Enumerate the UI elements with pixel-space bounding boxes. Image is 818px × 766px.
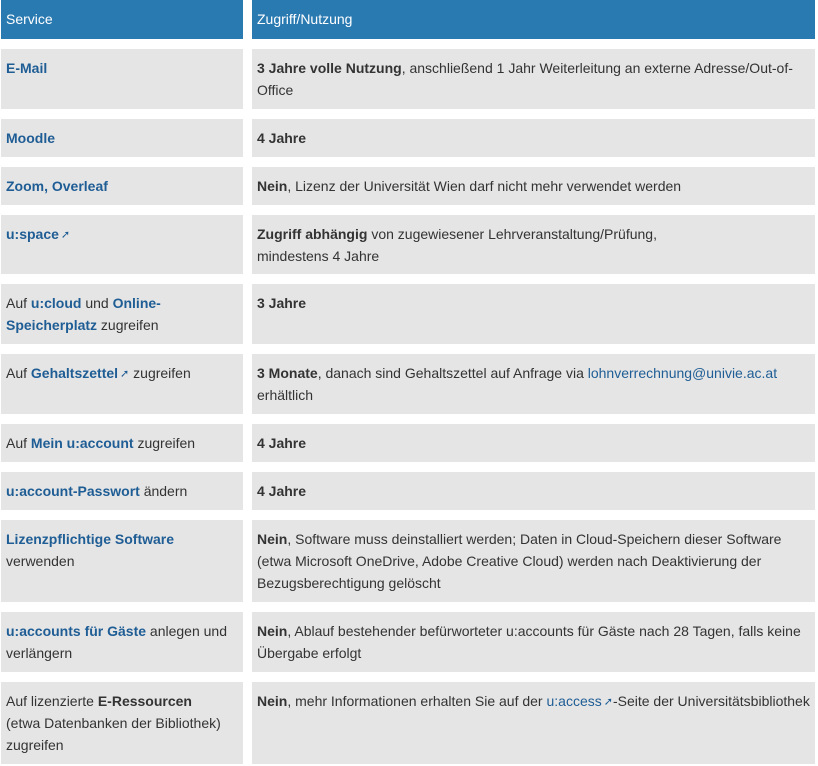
access-bold: Nein — [257, 178, 288, 194]
external-link-icon: ➚ — [603, 696, 613, 708]
access-cell — [252, 354, 815, 414]
access-bold: 4 Jahre — [257, 435, 307, 451]
access-cell — [252, 472, 815, 510]
access-text: , Software muss deinstalliert werden; Daten in Cloud-Speichern dieser Software (etwa Microsoft OneDrive, Adobe Creative Cloud) werden nach Deaktivierung der Bezugsberechtigung gelöscht — [257, 531, 782, 591]
access-text: von zugewiesener Lehrveranstaltung/Prüfung, — [367, 226, 657, 242]
table-row — [0, 119, 818, 157]
access-bold: 3 Jahre — [257, 295, 307, 311]
access-cell — [252, 215, 815, 274]
online-speicherplatz-link[interactable]: Online-Speicherplatz — [6, 295, 161, 333]
service-text: Auf — [6, 295, 31, 311]
service-text: zugreifen — [129, 365, 191, 381]
service-bold: E-Ressourcen — [97, 693, 192, 709]
table-row — [0, 215, 818, 274]
external-link-icon: ➚ — [120, 368, 130, 380]
zoom-overleaf-link[interactable]: Zoom, Overleaf — [6, 178, 108, 194]
moodle-link[interactable]: Moodle — [6, 130, 55, 146]
access-text: , Lizenz der Universität Wien darf nicht mehr verwendet werden — [287, 178, 682, 194]
access-cell — [252, 520, 815, 602]
uaccount-passwort-link[interactable]: u:account-Passwort — [6, 483, 140, 499]
access-bold: Nein — [257, 531, 288, 547]
lizenzpflichtige-software-link[interactable]: Lizenzpflichtige Software — [6, 531, 175, 547]
access-text: , anschließend 1 Jahr Weiterleitung an externe Adresse/Out-of-Office — [257, 60, 793, 98]
header-access: Zugriff/Nutzung — [252, 0, 815, 39]
service-cell — [1, 520, 243, 602]
service-cell — [1, 167, 243, 205]
access-bold: Nein — [257, 623, 288, 639]
table-row — [0, 520, 818, 602]
access-text-line2: mindestens 4 Jahre — [257, 248, 380, 264]
email-link[interactable]: E-Mail — [6, 60, 48, 76]
mein-uaccount-link[interactable]: Mein u:account — [30, 435, 134, 451]
service-text: Auf — [6, 435, 31, 451]
table-row — [0, 354, 818, 414]
service-cell — [1, 424, 243, 462]
access-text: , danach sind Gehaltszettel auf Anfrage via — [317, 365, 588, 381]
service-text: verwenden — [6, 553, 75, 569]
access-text: , Ablauf bestehender befürworteter u:accounts für Gäste nach 28 Tagen, falls keine Übergabe erfolgt — [257, 623, 801, 661]
header-service: Service — [1, 0, 243, 39]
service-text: (etwa Datenbanken der Bibliothek) zugreifen — [6, 715, 221, 753]
access-cell — [252, 167, 815, 205]
table-row — [0, 682, 818, 764]
table-row — [0, 167, 818, 205]
service-text: und — [81, 295, 113, 311]
service-cell — [1, 215, 243, 274]
service-cell — [1, 354, 243, 414]
ucloud-link[interactable]: u:cloud — [30, 295, 82, 311]
uaccounts-gaeste-link[interactable]: u:accounts für Gäste — [6, 623, 147, 639]
service-text: Auf — [6, 365, 31, 381]
uspace-link[interactable]: u:space — [6, 226, 59, 242]
service-text: zugreifen — [133, 435, 196, 451]
table-row — [0, 424, 818, 462]
service-cell — [1, 49, 243, 109]
external-link-icon: ➚ — [60, 229, 71, 241]
access-bold: 4 Jahre — [257, 483, 307, 499]
access-cell — [252, 284, 815, 344]
table-header — [0, 0, 818, 39]
access-cell — [252, 424, 815, 462]
access-text: -Seite der Universitätsbibliothek — [612, 693, 810, 709]
service-cell — [1, 284, 243, 344]
access-bold: 4 Jahre — [257, 130, 307, 146]
uaccess-link[interactable]: u:access — [546, 693, 602, 709]
service-text: zugreifen — [97, 317, 159, 333]
service-text: Auf lizenzierte — [6, 693, 98, 709]
service-cell — [1, 682, 243, 764]
email-address-link[interactable]: lohnverrechnung@univie.ac.at — [587, 365, 778, 381]
access-cell — [252, 612, 815, 672]
service-text: anlegen und verlängern — [6, 623, 227, 661]
table-row — [0, 472, 818, 510]
gehaltszettel-link[interactable]: Gehaltszettel — [30, 365, 119, 381]
table-row — [0, 284, 818, 344]
access-text: , mehr Informationen erhalten Sie auf der — [287, 693, 547, 709]
service-cell — [1, 472, 243, 510]
access-cell — [252, 682, 815, 764]
access-cell — [252, 119, 815, 157]
service-text: ändern — [139, 483, 188, 499]
access-bold: Zugriff abhängig — [257, 226, 368, 242]
service-cell — [1, 119, 243, 157]
access-bold: 3 Jahre volle Nutzung — [257, 60, 402, 76]
access-bold: 3 Monate — [257, 365, 318, 381]
access-bold: Nein — [257, 693, 288, 709]
service-cell — [1, 612, 243, 672]
access-cell — [252, 49, 815, 109]
table-row — [0, 612, 818, 672]
access-text-line2: erhältlich — [257, 387, 314, 403]
table-row — [0, 49, 818, 109]
